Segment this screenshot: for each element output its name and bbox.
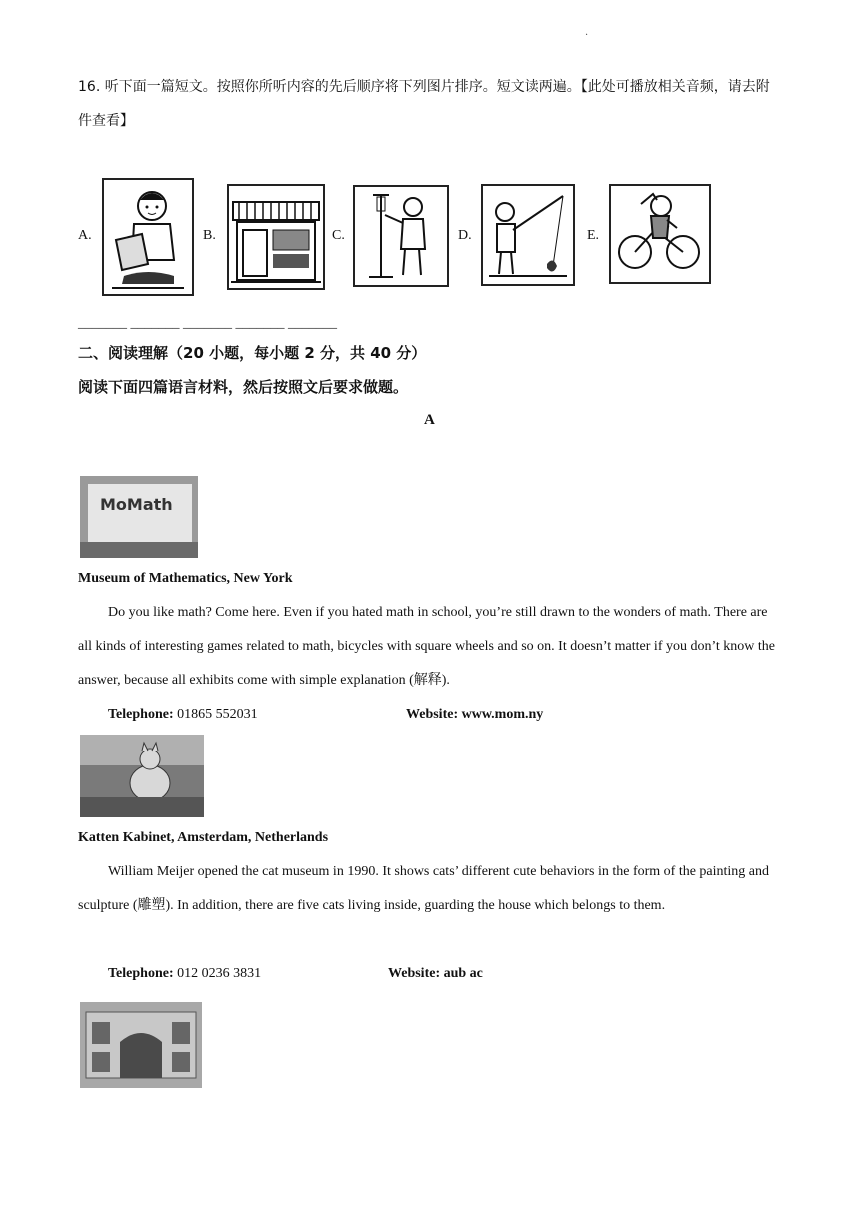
museum-1-name: Museum of Mathematics, New York [78, 571, 293, 586]
boy-cycling-icon [609, 184, 711, 284]
telephone-number: 01865 552031 [177, 707, 258, 722]
telephone-label: Telephone: [108, 966, 174, 981]
website-label: Website: [406, 707, 459, 722]
shop-building-icon [227, 184, 325, 290]
man-at-drip-stand-icon [353, 185, 449, 287]
museum-2-telephone [108, 966, 261, 982]
museum-2-website [388, 966, 483, 982]
telephone-number: 012 0236 3831 [177, 966, 262, 981]
museum-2-description: William Meijer opened the cat museum in 1990. It shows cats’ different cute behaviors in the form of the painting and sculpture (雕塑). In addition, there are five cats living inside, guarding the house which belongs to them. [78, 864, 770, 913]
telephone-label: Telephone: [108, 707, 174, 722]
option-a-label: A. [78, 228, 92, 243]
museum-1-website [406, 707, 543, 723]
website-label: Website: [388, 966, 441, 981]
website-value: www.mom.ny [461, 707, 544, 722]
museum-photo-sign-text: MoMath [100, 495, 173, 514]
museum-1-telephone [108, 707, 258, 723]
section-title: 二、阅读理解（20 小题，每小题 2 分，共 40 分） [78, 344, 427, 362]
building-museum-photo [80, 1002, 202, 1088]
passage-letter: A [424, 412, 435, 428]
boy-with-laptop-icon [102, 178, 194, 296]
section-instruction: 阅读下面四篇语言材料，然后按照文后要求做题。 [78, 378, 409, 396]
museum-2-name: Katten Kabinet, Amsterdam, Netherlands [78, 830, 329, 845]
cat-museum-photo [80, 735, 204, 817]
header-mark: · [585, 30, 589, 41]
option-d-label: D. [458, 228, 472, 243]
question-16-text: 16. 听下面一篇短文。按照你所听内容的先后顺序将下列图片排序。短文读两遍。【此处可播放相关音频，请去附件查看】 [78, 79, 770, 129]
man-fishing-icon [481, 184, 575, 286]
website-value: aub ac [443, 966, 483, 981]
answer-blanks[interactable]: _______ _______ _______ _______ _______ [78, 316, 337, 331]
option-c-label: C. [332, 228, 345, 243]
museum-mathematics-photo [80, 476, 198, 558]
option-e-label: E. [587, 228, 600, 243]
museum-1-description: Do you like math? Come here. Even if you hated math in school, you’re still drawn to the wonders of math. There are all kinds of interesting games related to math, bicycles with square wheels and so on. It doesn’t matter if you don’t know the answer, because all exhibits come with simple explanation (解释). [78, 605, 775, 688]
option-b-label: B. [203, 228, 216, 243]
